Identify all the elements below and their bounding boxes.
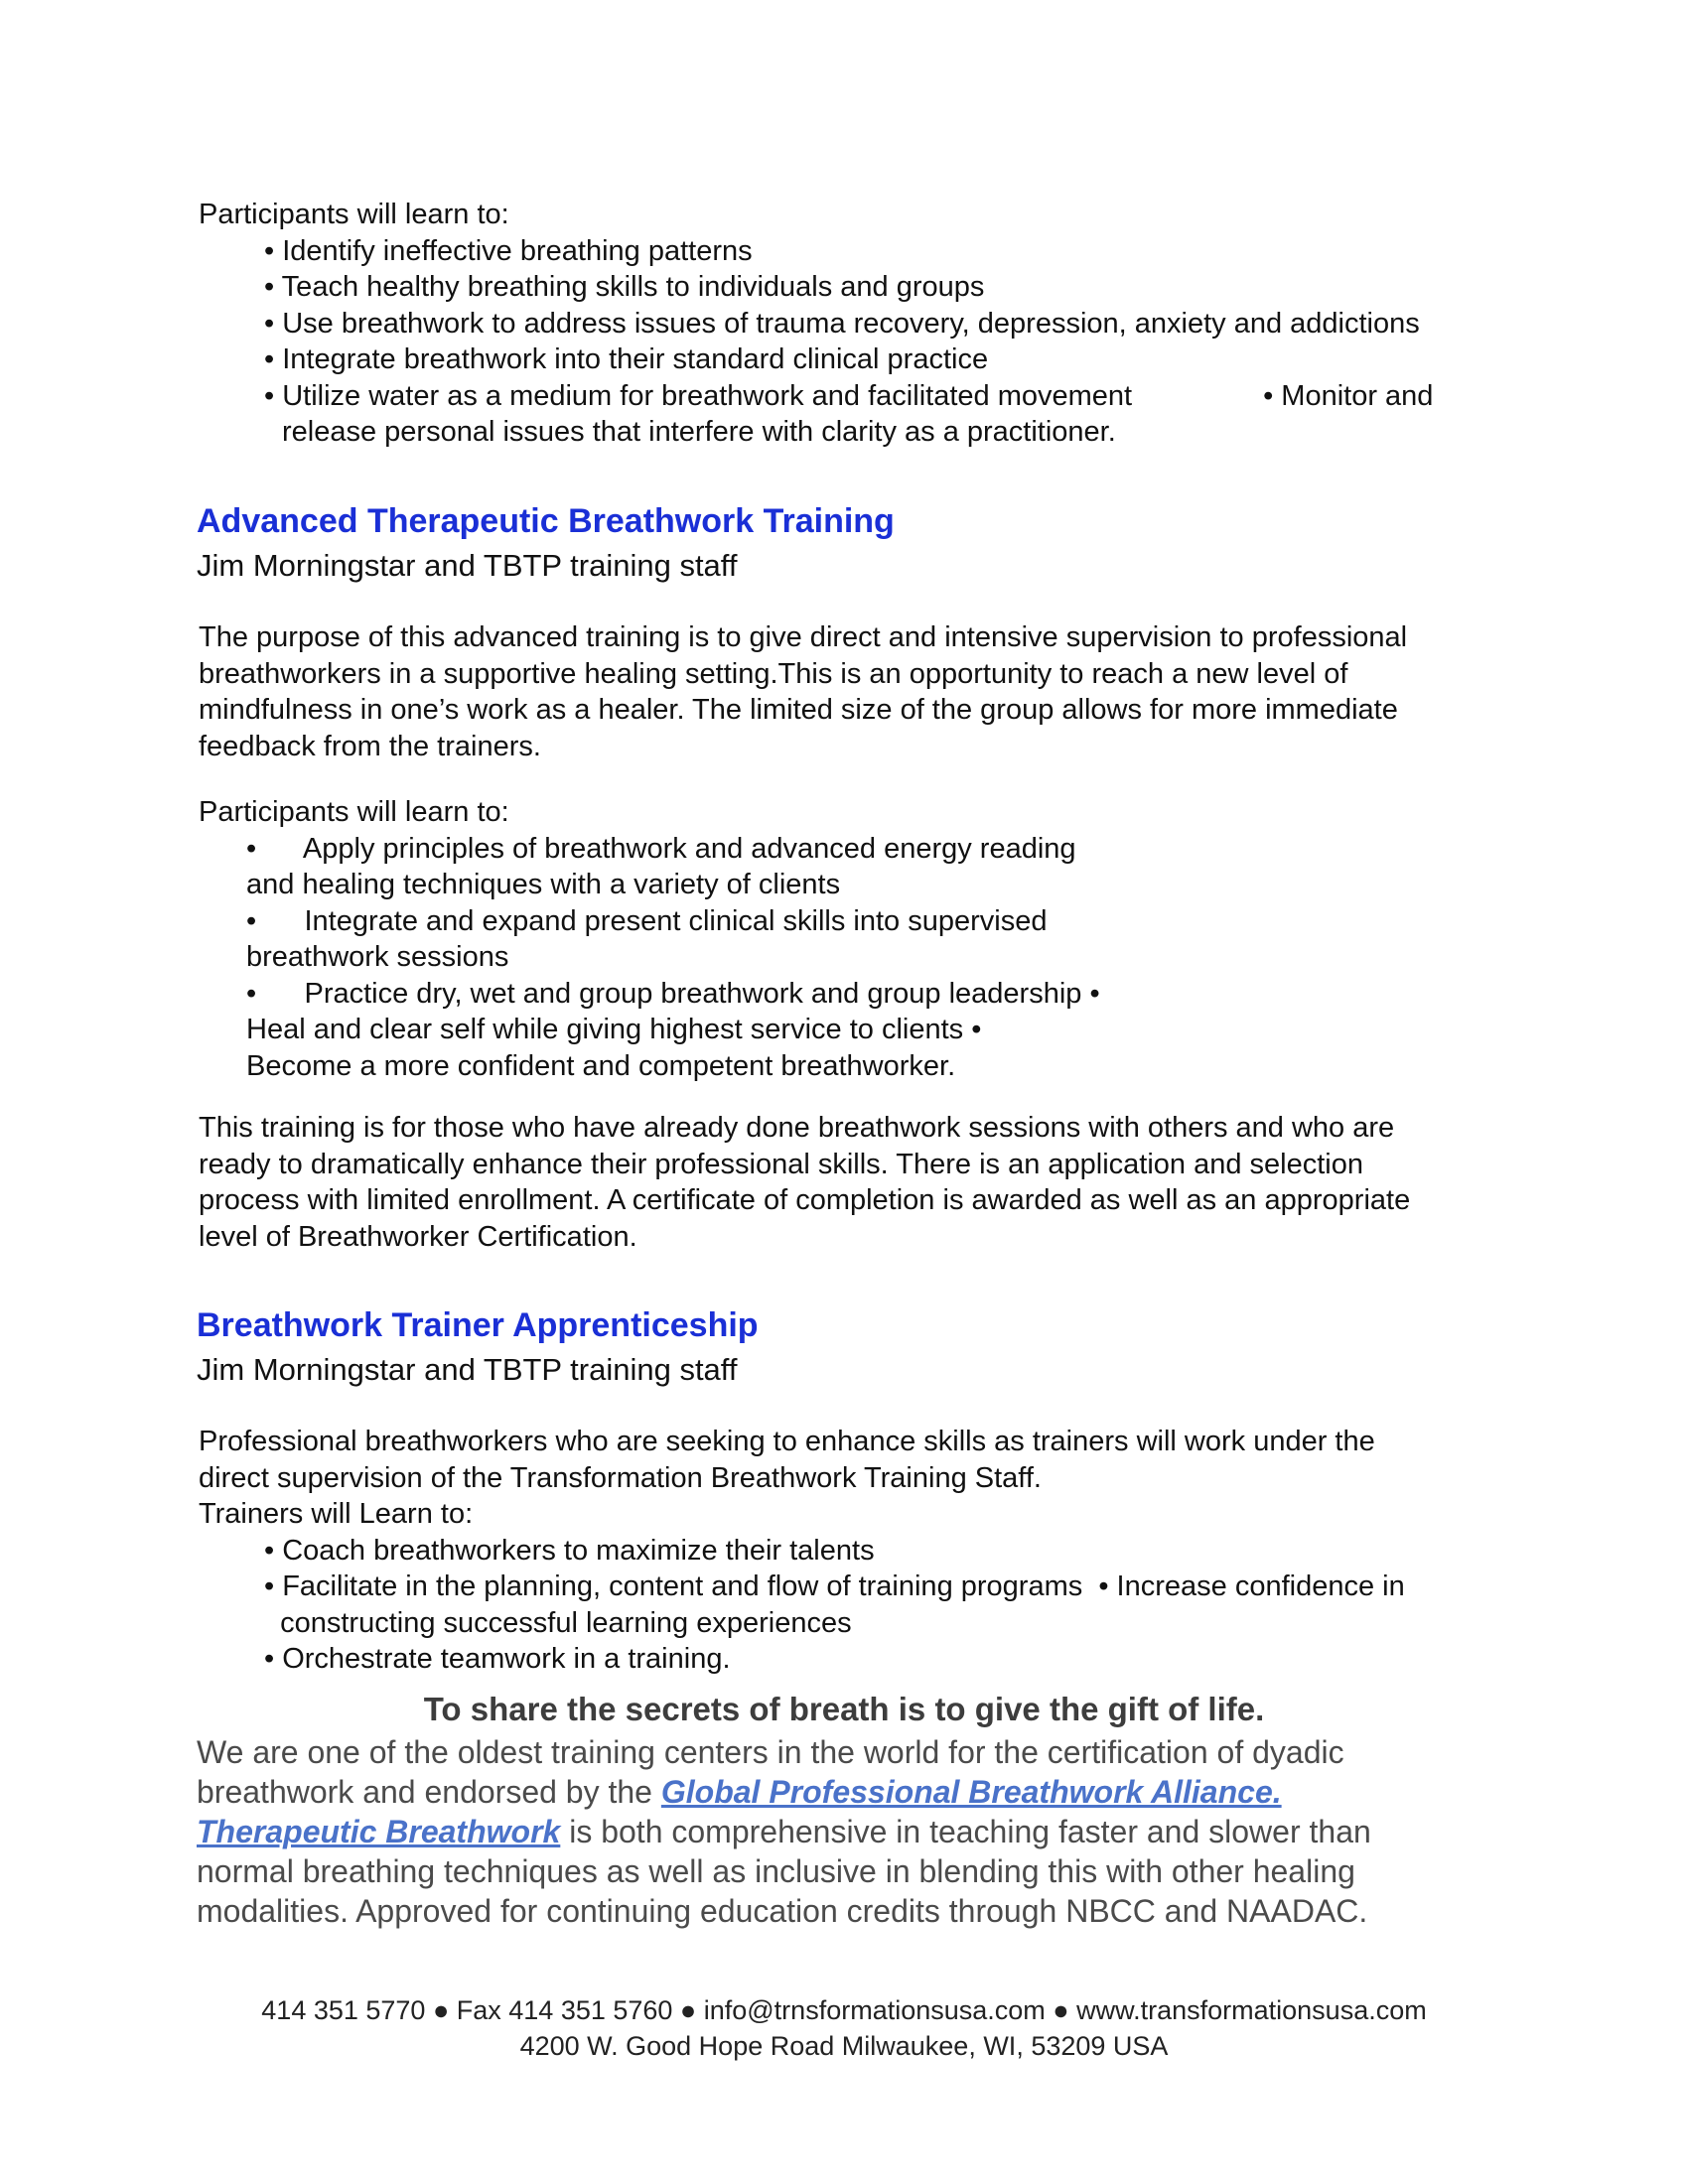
advanced-purpose-paragraph xyxy=(199,619,1407,764)
list-item: • Teach healthy breathing skills to individuals and groups xyxy=(264,271,985,303)
advanced-learning-list xyxy=(199,831,1100,1085)
paragraph-line xyxy=(197,1772,1371,1812)
list-item: • Integrate and expand present clinical skills into supervised xyxy=(246,904,1048,937)
paragraph-line: direct supervision of the Transformation Breathwork Training Staff. xyxy=(199,1461,1042,1494)
tagline: To share the secrets of breath is to give the gift of life. xyxy=(423,1691,1265,1727)
advanced-learning-section xyxy=(199,794,1100,1084)
participants-intro: Participants will learn to: xyxy=(199,796,509,828)
paragraph-line: process with limited enrollment. A certificate of completion is awarded as well as an appropriate xyxy=(199,1184,1411,1216)
list-item: Heal and clear self while giving highest service to clients • xyxy=(246,1014,982,1045)
paragraph-line: normal breathing techniques as well as inclusive in blending this with other healing xyxy=(197,1853,1355,1889)
paragraph-line: The purpose of this advanced training is to give direct and intensive supervision to professional xyxy=(199,621,1408,653)
apprenticeship-staff: Jim Morningstar and TBTP training staff xyxy=(197,1352,738,1387)
list-item: • Coach breathworkers to maximize their talents xyxy=(264,1534,875,1567)
learning-outcomes-section xyxy=(199,197,1433,451)
list-item: • Practice dry, wet and group breathwork and group leadership • xyxy=(246,977,1100,1010)
paragraph-line: mindfulness in one’s work as a healer. The limited size of the group allows for more immediate xyxy=(199,694,1398,726)
therapeutic-breathwork-link[interactable]: Therapeutic Breathwork xyxy=(197,1814,561,1849)
footer-contact: 414 351 5770 ● Fax 414 351 5760 ● info@trnsformationsusa.com ● www.transformationsusa.com xyxy=(261,1995,1427,2025)
apprenticeship-list xyxy=(199,1533,1405,1678)
list-item: Become a more confident and competent breathworker. xyxy=(246,1049,956,1082)
list-item: • Integrate breathwork into their standard clinical practice xyxy=(264,343,989,375)
list-item: breathwork sessions xyxy=(246,941,509,973)
apprenticeship-heading: Breathwork Trainer Apprenticeship xyxy=(197,1306,759,1344)
bullet-text: • Monitor and xyxy=(1263,379,1434,412)
paragraph-line: This training is for those who have already done breathwork sessions with others and who are xyxy=(199,1112,1395,1144)
advanced-training-staff: Jim Morningstar and TBTP training staff xyxy=(197,548,738,583)
paragraph-line xyxy=(197,1812,1371,1851)
footer-address: 4200 W. Good Hope Road Milwaukee, WI, 53209 USA xyxy=(519,2031,1169,2061)
paragraph-line: ready to dramatically enhance their professional skills. There is an application and selection xyxy=(199,1148,1363,1180)
list-item: • Use breathwork to address issues of trauma recovery, depression, anxiety and addictions xyxy=(264,307,1420,340)
paragraph-line: feedback from the trainers. xyxy=(199,730,541,762)
advanced-training-heading: Advanced Therapeutic Breathwork Training xyxy=(197,502,895,540)
paragraph-line: modalities. Approved for continuing education credits through NBCC and NAADAC. xyxy=(197,1893,1368,1929)
list-item: release personal issues that interfere with clarity as a practitioner. xyxy=(282,416,1116,448)
list-item xyxy=(264,378,1433,415)
page-footer xyxy=(0,1992,1688,2064)
apprenticeship-section xyxy=(199,1424,1405,1678)
mission-text: is both comprehensive in teaching faster and slower than xyxy=(560,1814,1371,1849)
paragraph-line: Professional breathworkers who are seeking to enhance skills as trainers will work under the xyxy=(199,1426,1375,1457)
bullet-text: • Utilize water as a medium for breathwork and facilitated movement xyxy=(264,379,1133,412)
trainers-intro: Trainers will Learn to: xyxy=(199,1498,474,1530)
mission-paragraph xyxy=(197,1732,1371,1931)
list-item: • Apply principles of breathwork and advanced energy reading xyxy=(246,832,1076,865)
mission-text: breathwork and endorsed by the xyxy=(197,1774,661,1810)
paragraph-line: breathworkers in a supportive healing setting.This is an opportunity to reach a new level of xyxy=(199,657,1348,690)
list-item: • Orchestrate teamwork in a training. xyxy=(264,1643,731,1675)
learning-outcomes-list xyxy=(199,233,1433,451)
participants-intro: Participants will learn to: xyxy=(199,199,509,230)
paragraph-line: level of Breathworker Certification. xyxy=(199,1220,637,1253)
list-item: • Facilitate in the planning, content and flow of training programs • Increase confidence in xyxy=(264,1570,1405,1602)
list-item: constructing successful learning experiences xyxy=(264,1606,852,1639)
global-breathwork-alliance-link[interactable]: Global Professional Breathwork Alliance. xyxy=(660,1774,1282,1810)
list-item: • Identify ineffective breathing patterns xyxy=(264,234,753,267)
advanced-closing-paragraph xyxy=(199,1110,1410,1255)
list-item: and healing techniques with a variety of clients xyxy=(246,869,841,900)
paragraph-line: We are one of the oldest training centers in the world for the certification of dyadic xyxy=(197,1734,1344,1770)
